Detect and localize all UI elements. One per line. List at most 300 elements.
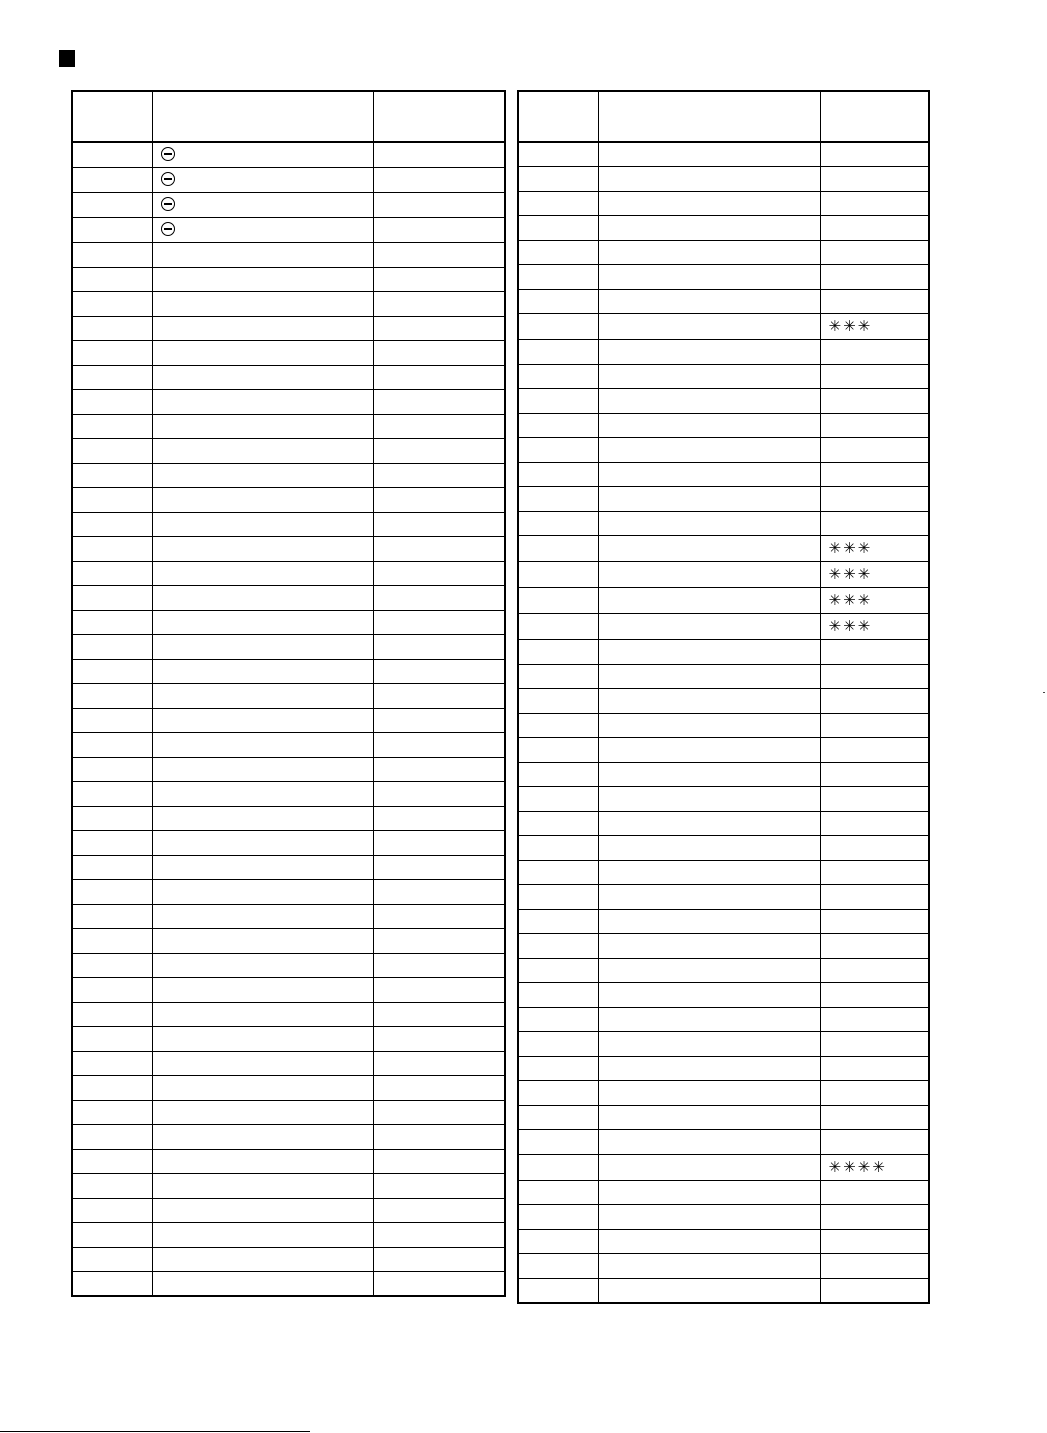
cell-value xyxy=(373,390,505,415)
cell-mark xyxy=(820,1205,929,1230)
table-row xyxy=(518,1154,929,1180)
cell-no xyxy=(72,1149,152,1174)
cell-no xyxy=(518,1254,598,1279)
cell-no xyxy=(72,1223,152,1248)
cell-value xyxy=(373,929,505,954)
cell-no xyxy=(518,713,598,738)
cell-description xyxy=(598,1007,820,1032)
table-row xyxy=(518,289,929,314)
cell-description xyxy=(598,438,820,463)
table-row xyxy=(72,561,505,586)
cell-description xyxy=(152,855,373,880)
table-row xyxy=(72,1002,505,1027)
cell-description xyxy=(598,167,820,192)
cell-no xyxy=(518,1130,598,1155)
cell-no xyxy=(72,1198,152,1223)
cell-description xyxy=(598,487,820,512)
cell-no xyxy=(518,885,598,910)
cell-description xyxy=(152,142,373,168)
cell-no xyxy=(518,562,598,588)
cell-value xyxy=(373,463,505,488)
cell-description xyxy=(152,243,373,268)
cell-no xyxy=(518,689,598,714)
cell-description xyxy=(598,1081,820,1106)
cell-value xyxy=(373,684,505,709)
cell-description xyxy=(152,733,373,758)
table-row xyxy=(72,1076,505,1101)
cell-description xyxy=(598,934,820,959)
cell-description xyxy=(152,193,373,218)
cell-no xyxy=(518,1229,598,1254)
table-row xyxy=(72,1247,505,1272)
cell-no xyxy=(518,216,598,241)
table-row xyxy=(72,292,505,317)
cell-mark xyxy=(820,364,929,389)
cell-value xyxy=(373,635,505,660)
header-cell-2 xyxy=(598,91,820,142)
table-row xyxy=(72,1051,505,1076)
cell-description xyxy=(598,811,820,836)
cell-value xyxy=(373,733,505,758)
cell-mark xyxy=(820,836,929,861)
table-row xyxy=(518,142,929,167)
cell-no xyxy=(72,1027,152,1052)
cell-no xyxy=(72,537,152,562)
cell-description xyxy=(598,1105,820,1130)
cell-description xyxy=(152,1027,373,1052)
table-row xyxy=(72,243,505,268)
parts-table-left xyxy=(71,90,506,1297)
cell-value xyxy=(373,561,505,586)
cell-mark xyxy=(820,413,929,438)
cell-no xyxy=(518,934,598,959)
cell-value xyxy=(373,831,505,856)
cell-value xyxy=(373,1076,505,1101)
table-row xyxy=(72,635,505,660)
cell-value xyxy=(373,880,505,905)
cell-description xyxy=(152,292,373,317)
table-row xyxy=(518,340,929,365)
cell-value xyxy=(373,365,505,390)
header-cell-1 xyxy=(72,91,152,142)
table-row xyxy=(518,738,929,763)
cell-no xyxy=(518,860,598,885)
cell-value xyxy=(373,168,505,193)
cell-value xyxy=(373,757,505,782)
cell-no xyxy=(72,439,152,464)
cell-no xyxy=(518,413,598,438)
table-row xyxy=(72,733,505,758)
cell-description xyxy=(598,885,820,910)
cell-value xyxy=(373,1174,505,1199)
table-row xyxy=(72,341,505,366)
table-row xyxy=(72,684,505,709)
table-row xyxy=(518,1205,929,1230)
cell-value xyxy=(373,267,505,292)
table-row xyxy=(72,1100,505,1125)
cell-value xyxy=(373,1100,505,1125)
table-row xyxy=(518,1180,929,1205)
table-row xyxy=(72,316,505,341)
asterisk-mark: ✳✳✳ xyxy=(828,539,873,557)
cell-mark xyxy=(820,265,929,290)
table-row xyxy=(518,588,929,614)
cell-description xyxy=(152,439,373,464)
cell-no xyxy=(518,1205,598,1230)
cell-no xyxy=(72,586,152,611)
cell-description xyxy=(598,713,820,738)
cell-description xyxy=(152,512,373,537)
cell-value xyxy=(373,292,505,317)
cell-mark xyxy=(820,1081,929,1106)
table-row xyxy=(518,462,929,487)
cell-description xyxy=(598,640,820,665)
table-row xyxy=(72,953,505,978)
asterisk-mark: ✳✳✳✳ xyxy=(828,1157,887,1176)
cell-description xyxy=(598,142,820,167)
cell-mark xyxy=(820,885,929,910)
cell-description xyxy=(152,1002,373,1027)
cell-description xyxy=(598,265,820,290)
cell-description xyxy=(152,684,373,709)
cell-value xyxy=(373,341,505,366)
cell-value xyxy=(373,953,505,978)
cell-value xyxy=(373,1272,505,1297)
table-row xyxy=(72,929,505,954)
cell-value xyxy=(373,439,505,464)
cell-mark xyxy=(820,511,929,536)
cell-description xyxy=(598,664,820,689)
cell-description xyxy=(598,191,820,216)
cell-value xyxy=(373,1198,505,1223)
table-row xyxy=(72,904,505,929)
cell-description xyxy=(152,880,373,905)
cell-description xyxy=(598,216,820,241)
cell-description xyxy=(152,1247,373,1272)
cell-no xyxy=(518,836,598,861)
cell-no xyxy=(72,1051,152,1076)
cell-description xyxy=(152,1198,373,1223)
cell-value xyxy=(373,1051,505,1076)
table-row xyxy=(72,1223,505,1248)
cell-mark xyxy=(820,240,929,265)
cell-description xyxy=(598,536,820,562)
cell-no xyxy=(518,588,598,614)
cell-no xyxy=(518,1032,598,1057)
cell-mark xyxy=(820,664,929,689)
cell-mark xyxy=(820,1254,929,1279)
table-row xyxy=(518,191,929,216)
cell-value xyxy=(373,1125,505,1150)
cell-no xyxy=(518,191,598,216)
cell-description xyxy=(152,390,373,415)
table-row xyxy=(518,640,929,665)
cell-no xyxy=(518,1007,598,1032)
cell-description xyxy=(152,1051,373,1076)
cell-value xyxy=(373,1002,505,1027)
cell-value xyxy=(373,316,505,341)
cell-description xyxy=(152,537,373,562)
cell-no xyxy=(72,855,152,880)
table-row xyxy=(518,1081,929,1106)
table-row xyxy=(518,240,929,265)
cell-value xyxy=(373,142,505,168)
cell-description xyxy=(598,240,820,265)
cell-no xyxy=(518,614,598,640)
cell-description xyxy=(598,909,820,934)
cell-description xyxy=(598,762,820,787)
table-row xyxy=(72,1149,505,1174)
cell-mark xyxy=(820,562,929,588)
cell-description xyxy=(598,1154,820,1180)
cell-value xyxy=(373,193,505,218)
cell-no xyxy=(518,811,598,836)
header-cell-3 xyxy=(820,91,929,142)
cell-description xyxy=(152,757,373,782)
cell-mark xyxy=(820,536,929,562)
table-row xyxy=(518,787,929,812)
table-row xyxy=(72,1125,505,1150)
cell-description xyxy=(598,787,820,812)
table-row xyxy=(72,586,505,611)
cell-mark xyxy=(820,588,929,614)
table-row xyxy=(518,536,929,562)
cell-mark xyxy=(820,1007,929,1032)
cell-no xyxy=(72,316,152,341)
table-row xyxy=(518,1278,929,1303)
cell-no xyxy=(518,289,598,314)
cell-no xyxy=(72,561,152,586)
cell-mark xyxy=(820,787,929,812)
cell-description xyxy=(152,904,373,929)
cell-no xyxy=(518,462,598,487)
table-row xyxy=(518,364,929,389)
cell-no xyxy=(518,511,598,536)
header-cell-2 xyxy=(152,91,373,142)
table-row xyxy=(72,488,505,513)
table-row xyxy=(518,1007,929,1032)
cell-no xyxy=(72,1174,152,1199)
table-row xyxy=(72,414,505,439)
cell-description xyxy=(152,586,373,611)
cell-no xyxy=(518,640,598,665)
cell-description xyxy=(598,836,820,861)
table-row xyxy=(72,267,505,292)
cell-description xyxy=(598,511,820,536)
cell-value xyxy=(373,659,505,684)
cell-description xyxy=(152,365,373,390)
table-row xyxy=(72,218,505,243)
table-row xyxy=(72,1198,505,1223)
cell-description xyxy=(598,1130,820,1155)
cell-no xyxy=(72,880,152,905)
cell-no xyxy=(518,762,598,787)
cell-mark xyxy=(820,934,929,959)
cell-mark xyxy=(820,438,929,463)
table-row xyxy=(72,1272,505,1297)
cell-mark xyxy=(820,1056,929,1081)
cell-description xyxy=(152,782,373,807)
table-header-row xyxy=(72,91,505,142)
cell-mark xyxy=(820,167,929,192)
cell-no xyxy=(518,536,598,562)
cell-mark xyxy=(820,289,929,314)
table-row xyxy=(518,413,929,438)
cell-mark xyxy=(820,640,929,665)
cell-description xyxy=(598,588,820,614)
asterisk-mark: ✳✳✳ xyxy=(828,565,873,583)
footer-rule xyxy=(0,1431,310,1432)
cell-no xyxy=(72,978,152,1003)
cell-description xyxy=(152,414,373,439)
cell-description xyxy=(152,341,373,366)
cell-description xyxy=(152,1272,373,1297)
cell-mark xyxy=(820,1154,929,1180)
cell-no xyxy=(72,904,152,929)
table-row xyxy=(72,659,505,684)
circled-minus-icon xyxy=(161,172,175,186)
cell-description xyxy=(598,1032,820,1057)
cell-value xyxy=(373,904,505,929)
asterisk-mark: ✳✳✳ xyxy=(828,591,873,609)
table-row xyxy=(518,836,929,861)
cell-description xyxy=(152,1076,373,1101)
cell-mark xyxy=(820,1180,929,1205)
cell-description xyxy=(598,562,820,588)
table-row xyxy=(72,463,505,488)
cell-mark xyxy=(820,983,929,1008)
cell-mark xyxy=(820,462,929,487)
table-row xyxy=(72,855,505,880)
header-cell-1 xyxy=(518,91,598,142)
cell-no xyxy=(72,684,152,709)
table-row xyxy=(72,757,505,782)
table-row xyxy=(72,831,505,856)
cell-description xyxy=(152,463,373,488)
cell-no xyxy=(72,1247,152,1272)
cell-no xyxy=(518,1154,598,1180)
cell-description xyxy=(152,1125,373,1150)
cell-description xyxy=(152,831,373,856)
cell-no xyxy=(72,782,152,807)
cell-mark xyxy=(820,216,929,241)
cell-mark xyxy=(820,1105,929,1130)
cell-no xyxy=(518,167,598,192)
cell-mark xyxy=(820,389,929,414)
circled-minus-icon xyxy=(161,147,175,161)
table-row xyxy=(72,439,505,464)
cell-mark xyxy=(820,958,929,983)
table-row xyxy=(72,512,505,537)
cell-mark xyxy=(820,1032,929,1057)
table-row xyxy=(518,1105,929,1130)
cell-description xyxy=(598,1056,820,1081)
cell-no xyxy=(518,664,598,689)
cell-description xyxy=(152,488,373,513)
cell-no xyxy=(72,1002,152,1027)
cell-description xyxy=(152,1174,373,1199)
cell-no xyxy=(72,1076,152,1101)
cell-value xyxy=(373,243,505,268)
table-row xyxy=(518,389,929,414)
cell-no xyxy=(72,390,152,415)
cell-mark xyxy=(820,1229,929,1254)
cell-description xyxy=(598,689,820,714)
table-row xyxy=(518,265,929,290)
cell-no xyxy=(72,463,152,488)
cell-description xyxy=(152,610,373,635)
cell-value xyxy=(373,782,505,807)
cell-no xyxy=(518,1180,598,1205)
cell-value xyxy=(373,1027,505,1052)
table-row xyxy=(72,142,505,168)
table-row xyxy=(518,216,929,241)
cell-no xyxy=(518,438,598,463)
table-row xyxy=(518,167,929,192)
cell-no xyxy=(72,414,152,439)
cell-mark xyxy=(820,762,929,787)
cell-no xyxy=(72,831,152,856)
cell-no xyxy=(518,958,598,983)
cell-description xyxy=(598,289,820,314)
cell-value xyxy=(373,1223,505,1248)
cell-no xyxy=(72,341,152,366)
cell-mark xyxy=(820,314,929,340)
cell-description xyxy=(152,1149,373,1174)
cell-description xyxy=(598,614,820,640)
cell-value xyxy=(373,978,505,1003)
section-marker-square xyxy=(59,50,75,67)
cell-description xyxy=(598,860,820,885)
cell-mark xyxy=(820,1130,929,1155)
cell-value xyxy=(373,586,505,611)
cell-mark xyxy=(820,909,929,934)
cell-mark xyxy=(820,689,929,714)
cell-value xyxy=(373,610,505,635)
cell-description xyxy=(598,364,820,389)
cell-no xyxy=(518,265,598,290)
cell-no xyxy=(72,708,152,733)
cell-no xyxy=(518,487,598,512)
cell-value xyxy=(373,855,505,880)
cell-no xyxy=(518,1278,598,1303)
table-row xyxy=(72,708,505,733)
table-row xyxy=(518,1254,929,1279)
table-row xyxy=(72,1027,505,1052)
table-row xyxy=(72,168,505,193)
table-row xyxy=(518,909,929,934)
cell-no xyxy=(518,1056,598,1081)
cell-mark xyxy=(820,860,929,885)
cell-no xyxy=(72,142,152,168)
cell-no xyxy=(518,1081,598,1106)
cell-no xyxy=(72,193,152,218)
cell-no xyxy=(72,243,152,268)
cell-description xyxy=(152,659,373,684)
cell-value xyxy=(373,218,505,243)
cell-mark xyxy=(820,340,929,365)
table-row xyxy=(72,880,505,905)
cell-no xyxy=(518,1105,598,1130)
cell-no xyxy=(72,806,152,831)
asterisk-mark: ✳✳✳ xyxy=(828,617,873,635)
cell-description xyxy=(598,1254,820,1279)
cell-mark xyxy=(820,191,929,216)
cell-description xyxy=(598,738,820,763)
cell-description xyxy=(152,561,373,586)
cell-no xyxy=(518,314,598,340)
cell-description xyxy=(152,806,373,831)
